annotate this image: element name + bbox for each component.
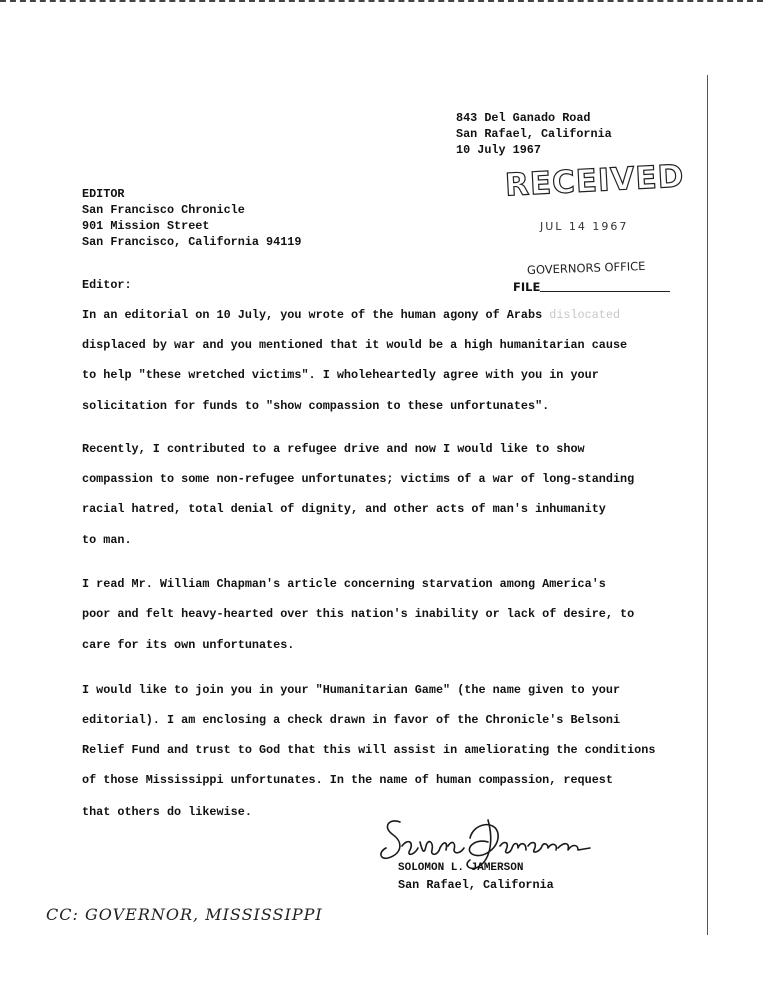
handwritten-cc-note: CC: GOVERNOR, MISSISSIPPI: [46, 905, 323, 924]
letter-date: 10 July 1967: [456, 143, 541, 157]
file-line: [540, 291, 670, 292]
sender-city: San Rafael, California: [456, 127, 612, 141]
received-stamp-date: JUL 14 1967: [540, 220, 629, 233]
body-line: to help "these wretched victims". I wholeheartedly agree with you in your: [82, 368, 599, 382]
body-line: of those Mississippi unfortunates. In the name of human compassion, request: [82, 773, 613, 787]
body-line: racial hatred, total denial of dignity, and other acts of man's inhumanity: [82, 502, 606, 516]
page-top-border: [0, 0, 763, 6]
page-right-rule: [707, 75, 708, 935]
body-line: care for its own unfortunates.: [82, 638, 295, 652]
body-line: editorial). I am enclosing a check drawn in favor of the Chronicle's Belsoni: [82, 713, 621, 727]
body-line: Relief Fund and trust to God that this will assist in ameliorating the conditions: [82, 743, 656, 757]
body-line: Recently, I contributed to a refugee drive and now I would like to show: [82, 442, 585, 456]
recipient-line-1: EDITOR: [82, 187, 125, 201]
salutation: Editor:: [82, 278, 132, 292]
body-line: I would like to join you in your "Humanitarian Game" (the name given to your: [82, 683, 621, 697]
body-line: displaced by war and you mentioned that it would be a high humanitarian cause: [82, 338, 628, 352]
body-line: [82, 308, 620, 322]
sender-address: [456, 110, 612, 158]
received-stamp: RECEIVED: [504, 158, 686, 204]
body-line: that others do likewise.: [82, 805, 252, 819]
sender-street: 843 Del Ganado Road: [456, 111, 591, 125]
faint-struck-word: dislocated: [542, 308, 621, 322]
body-text: In an editorial on 10 July, you wrote of the human agony of Arabs: [82, 308, 543, 322]
recipient-line-4: San Francisco, California 94119: [82, 235, 302, 249]
recipient-line-2: San Francisco Chronicle: [82, 203, 245, 217]
recipient-line-3: 901 Mission Street: [82, 219, 210, 233]
signatory-city: San Rafael, California: [398, 878, 554, 892]
file-label: FILE: [513, 280, 541, 294]
body-line: I read Mr. William Chapman's article concerning starvation among America's: [82, 577, 606, 591]
body-line: solicitation for funds to "show compassion to these unfortunates".: [82, 399, 550, 413]
body-line: compassion to some non-refugee unfortunates; victims of a war of long-standing: [82, 472, 635, 486]
body-line: poor and felt heavy-hearted over this nation's inability or lack of desire, to: [82, 607, 635, 621]
body-line: to man.: [82, 533, 132, 547]
recipient-address: [82, 186, 301, 250]
governors-office-stamp: GOVERNORS OFFICE: [526, 258, 646, 278]
signatory-name: SOLOMON L. JAMERSON: [398, 862, 524, 874]
